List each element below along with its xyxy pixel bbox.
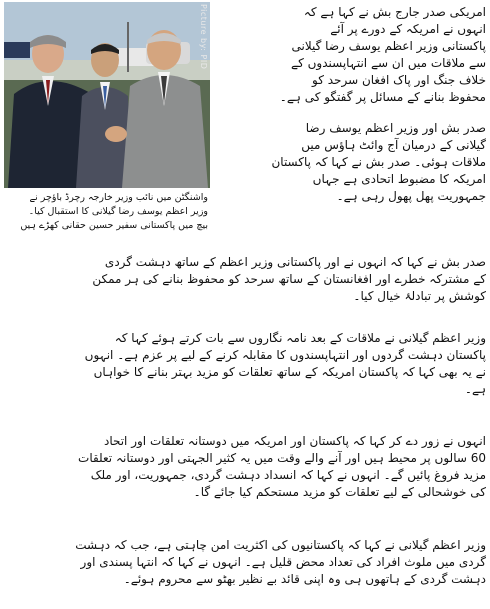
caption-line: بیچ میں پاکستانی سفیر حسین حقانی کھڑے ہیں bbox=[20, 220, 208, 231]
text-line: امریکہ کا مضبوط اتحادی ہے جہاں bbox=[312, 172, 486, 186]
text-line: انہوں نے زور دے کر کہا کہ پاکستان اور امریکہ میں دوستانہ تعلقات اور اتحاد bbox=[103, 434, 486, 448]
news-photo-block bbox=[4, 2, 210, 233]
article-paragraph-4 bbox=[8, 330, 486, 398]
text-line: گیلانی کے درمیان آج وائٹ ہاؤس میں bbox=[301, 138, 486, 152]
text-line: کے مشترکہ خطرے اور افغانستان کے ساتھ سرحد کو محفوظ بنانے کی ہر ممکن bbox=[92, 272, 486, 286]
text-line: کوشش پر تبادلۂ خیال کیا۔ bbox=[353, 289, 486, 303]
caption-line: وزیر اعظم یوسف رضا گیلانی کا استقبال کیا۔ bbox=[28, 206, 208, 217]
text-line: دہشت گردی کے ہاتھوں ہی وہ اپنی قائد بے نظیر بھٹو سے محروم ہوئے۔ bbox=[123, 572, 486, 586]
text-line: انہوں نے امریکہ کے دورے پر آئے bbox=[330, 22, 486, 36]
text-line: سے ملاقات میں ان سے انتہاپسندوں کے bbox=[291, 56, 486, 70]
text-line: وزیر اعظم گیلانی نے کہا کہ پاکستانیوں کی اکثریت امن چاہتی ہے، جب کہ دہشت bbox=[75, 538, 486, 552]
photo-credit: Picture by: PID bbox=[199, 4, 208, 70]
article-paragraph-1 bbox=[214, 4, 486, 106]
text-line: پاکستان دہشت گردوں اور انتہاپسندوں کا مقابلہ کرنے کے لیے پر عزم ہے۔ انہوں bbox=[84, 348, 486, 362]
news-photo bbox=[4, 2, 210, 188]
text-line: مزید فروغ پائیں گے۔ انہوں نے کہا کہ انسداد دہشت گردی، جمہوریت، اور ملک bbox=[90, 468, 486, 482]
text-line: خلاف جنگ اور پاک افغان سرحد کو bbox=[312, 73, 486, 87]
photo-illustration bbox=[4, 2, 210, 188]
photo-caption bbox=[4, 188, 210, 233]
article-paragraph-2 bbox=[214, 120, 486, 205]
text-line: صدر بش اور وزیر اعظم یوسف رضا bbox=[305, 121, 486, 135]
text-line: پاکستانی وزیر اعظم یوسف رضا گیلانی bbox=[291, 39, 486, 53]
text-line: ہے۔ bbox=[464, 382, 486, 396]
text-line: 60 سالوں پر محیط ہیں اور آنے والے وقت میں یہ کثیر الجہتی اور دوستانہ تعلقات bbox=[78, 451, 486, 465]
article-paragraph-5 bbox=[8, 433, 486, 501]
text-line: امریکی صدر جارج بش نے کہا ہے کہ bbox=[303, 5, 486, 19]
text-line: صدر بش نے کہا کہ انہوں نے اور پاکستانی وزیر اعظم کے ساتھ دہشت گردی bbox=[104, 255, 486, 269]
text-line: محفوظ بنانے کے مسائل پر گفتگو کی ہے۔ bbox=[279, 90, 486, 104]
text-line: نے یہ بھی کہا کہ پاکستان امریکہ کے ساتھ تعلقات کو مزید بہتر بنانے کا خواہاں bbox=[93, 365, 486, 379]
article-paragraph-6 bbox=[8, 537, 486, 588]
caption-line: واشنگٹن میں نائب وزیر خارجہ رچرڈ باؤچر نے bbox=[29, 192, 208, 203]
text-line: وزیر اعظم گیلانی نے ملاقات کے بعد نامہ نگاروں سے بات کرتے ہوئے کہا کہ bbox=[114, 331, 486, 345]
article-paragraph-3 bbox=[8, 254, 486, 305]
text-line: کی خوشحالی کے لیے تعلقات کو مزید مستحکم کیا جائے گا۔ bbox=[193, 485, 486, 499]
text-line: ملاقات ہوئی۔ صدر بش نے کہا کہ پاکستان bbox=[271, 155, 486, 169]
text-line: گردی میں ملوث افراد کی تعداد محض قلیل ہے۔ انہوں نے کہا کہ انتہا پسندی اور bbox=[80, 555, 486, 569]
text-line: جمہوریت پھل پھول رہی ہے۔ bbox=[336, 189, 486, 203]
